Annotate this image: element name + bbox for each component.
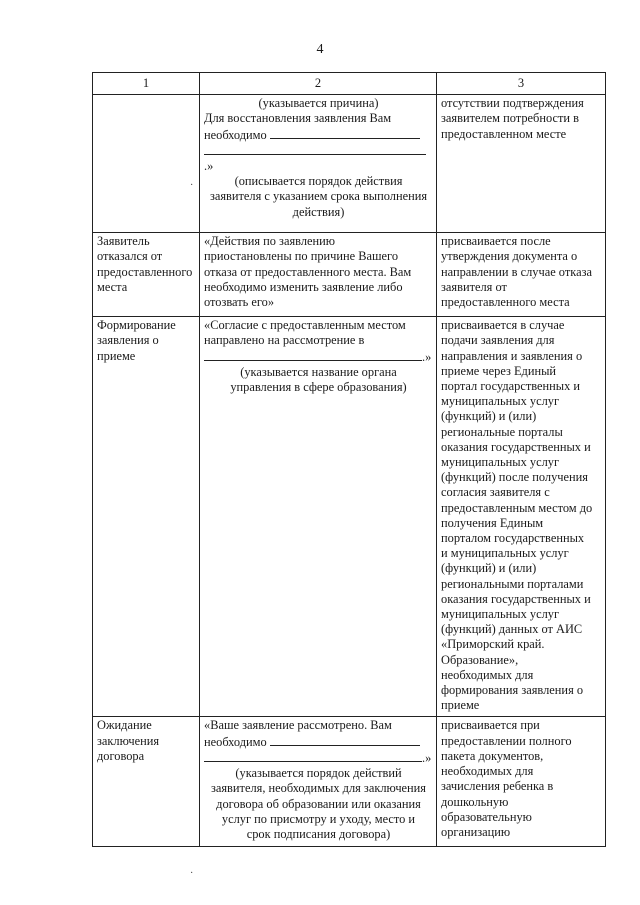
condition-line: присваивается при xyxy=(441,718,540,733)
status-table xyxy=(92,72,606,847)
condition-line: направлении в случае отказа xyxy=(441,264,592,279)
condition-line: портал государственных и xyxy=(441,379,581,394)
message-cell xyxy=(200,717,437,847)
status-line: договора xyxy=(97,748,145,763)
condition-line: порталом государственных xyxy=(441,531,585,546)
condition-line: (функций) данных от АИС xyxy=(441,622,583,637)
message-text: .» xyxy=(422,349,432,364)
message-line: приостановлены по причине Вашего xyxy=(204,249,399,264)
condition-line: муниципальных услуг xyxy=(441,607,560,622)
condition-line: согласия заявителя с xyxy=(441,485,550,500)
message-line: отказа от предоставленного места. Вам xyxy=(204,264,412,279)
condition-line: предоставленного места xyxy=(441,295,570,310)
condition-line: необходимых для xyxy=(441,667,534,682)
message-text: необходимо xyxy=(204,734,270,749)
column-header-2: 2 xyxy=(200,73,437,95)
condition-line: предоставлении полного xyxy=(441,733,572,748)
message-line: (указывается порядок действий xyxy=(235,766,402,781)
message-line: Для восстановления заявления Вам xyxy=(204,111,392,126)
table-header-row xyxy=(93,73,606,95)
message-text: .» xyxy=(422,750,432,765)
status-line: заключения xyxy=(97,733,160,748)
condition-line: присваивается после xyxy=(441,234,551,249)
condition-line: заявителем потребности в xyxy=(441,111,579,126)
message-line: заявителя, необходимых для заключения xyxy=(210,781,427,796)
fill-in-blank xyxy=(204,349,422,361)
condition-line: оказания государственных и xyxy=(441,439,591,454)
condition-line: (функций) и (или) xyxy=(441,561,537,576)
message-cell xyxy=(200,317,437,717)
condition-line: муниципальных услуг xyxy=(441,455,560,470)
message-text: необходимо xyxy=(204,127,270,142)
message-line: управления в сфере образования) xyxy=(230,380,407,395)
message-text: .» xyxy=(204,159,214,174)
scan-speck: · xyxy=(190,180,194,191)
status-line: места xyxy=(97,279,128,294)
condition-line: (функций) после получения xyxy=(441,470,588,485)
condition-line: присваивается в случае xyxy=(441,318,565,333)
condition-line: дошкольную xyxy=(441,794,509,809)
status-line: Заявитель xyxy=(97,234,150,249)
condition-line: образовательную xyxy=(441,809,532,824)
column-header-3: 3 xyxy=(437,73,606,95)
condition-line: необходимых для xyxy=(441,764,534,779)
status-cell xyxy=(93,317,200,717)
message-line: (указывается название органа xyxy=(240,364,397,379)
condition-line: оказания государственных и xyxy=(441,591,591,606)
message-line: заявителя с указанием срока выполнения xyxy=(209,189,428,204)
message-line: срок подписания договора) xyxy=(246,826,391,841)
message-line-with-blank xyxy=(204,734,433,750)
condition-line: Образование», xyxy=(441,652,519,667)
condition-line: получения Единым xyxy=(441,515,544,530)
fill-in-blank xyxy=(270,734,420,746)
message-line: услуг по присмотру и уходу, место и xyxy=(221,811,416,826)
condition-line: приеме через Единый xyxy=(441,363,557,378)
message-line-with-blank xyxy=(204,143,433,174)
message-line: отозвать его» xyxy=(204,295,275,310)
condition-line: пакета документов, xyxy=(441,748,544,763)
condition-cell xyxy=(437,95,606,233)
condition-line: формирования заявления о xyxy=(441,683,584,698)
table-row xyxy=(93,95,606,233)
message-cell xyxy=(200,95,437,233)
message-line: «Ваше заявление рассмотрено. Вам xyxy=(204,718,392,733)
status-cell xyxy=(93,233,200,317)
message-line-with-blank xyxy=(204,750,433,766)
condition-line: (функций) и (или) xyxy=(441,409,537,424)
table-row xyxy=(93,717,606,847)
status-cell xyxy=(93,95,200,233)
condition-line: направления и заявления о xyxy=(441,348,583,363)
condition-cell xyxy=(437,317,606,717)
condition-line: организацию xyxy=(441,824,511,839)
status-line: заявления о xyxy=(97,333,159,348)
status-cell xyxy=(93,717,200,847)
condition-line: заявителя от xyxy=(441,279,507,294)
condition-line: и муниципальных услуг xyxy=(441,546,569,561)
message-line: направлено на рассмотрение в xyxy=(204,333,365,348)
fill-in-blank xyxy=(270,127,420,139)
condition-line: региональные порталы xyxy=(441,424,563,439)
condition-line: предоставленном месте xyxy=(441,126,567,141)
message-line-with-blank xyxy=(204,127,433,143)
message-cell xyxy=(200,233,437,317)
status-line: отказался от xyxy=(97,249,163,264)
condition-line: утверждения документа о xyxy=(441,249,578,264)
condition-line: отсутствии подтверждения xyxy=(441,96,584,111)
message-line: «Действия по заявлению xyxy=(204,234,336,249)
page-number: 4 xyxy=(316,42,324,57)
status-line: Ожидание xyxy=(97,718,152,733)
message-line: (описывается порядок действия xyxy=(234,174,403,189)
table-row xyxy=(93,317,606,717)
fill-in-blank xyxy=(204,143,426,155)
status-line: приеме xyxy=(97,348,136,363)
condition-line: зачисления ребенка в xyxy=(441,779,554,794)
condition-line: подачи заявления для xyxy=(441,333,555,348)
status-line: Формирование xyxy=(97,318,176,333)
condition-line: предоставленным местом до xyxy=(441,500,593,515)
condition-line: «Приморский край. xyxy=(441,637,545,652)
message-line: «Согласие с предоставленным местом xyxy=(204,318,406,333)
condition-line: муниципальных услуг xyxy=(441,394,560,409)
column-header-1: 1 xyxy=(93,73,200,95)
condition-cell xyxy=(437,717,606,847)
condition-cell xyxy=(437,233,606,317)
message-line: необходимо изменить заявление либо xyxy=(204,279,403,294)
message-line: (указывается причина) xyxy=(258,96,379,111)
condition-line: приеме xyxy=(441,698,480,713)
message-line: договора об образовании или оказания xyxy=(216,796,421,811)
fill-in-blank xyxy=(204,750,422,762)
message-line-with-blank xyxy=(204,349,433,365)
status-line: предоставленного xyxy=(97,264,193,279)
scan-speck: · xyxy=(190,868,194,879)
condition-line: региональными порталами xyxy=(441,576,584,591)
message-line: действия) xyxy=(292,204,345,219)
table-row xyxy=(93,233,606,317)
